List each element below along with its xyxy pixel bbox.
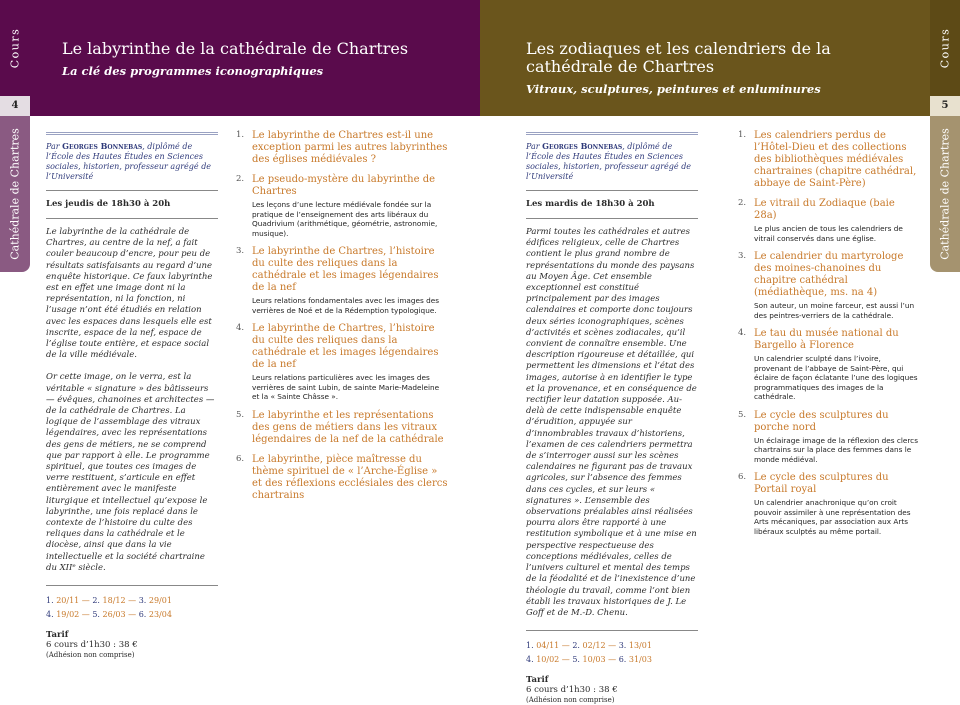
section-tab-label: Cours bbox=[938, 27, 952, 69]
author-credit: Par Georges Bonnebas, diplômé de l’École des Hautes Études en Sciences sociales, historien, professeur agrégé de l’Université bbox=[526, 141, 692, 181]
lecture-number: 5. bbox=[236, 409, 245, 420]
section-tab-label: Cours bbox=[8, 27, 22, 69]
divider bbox=[46, 585, 218, 586]
lecture-item bbox=[236, 130, 448, 166]
lecture-item bbox=[738, 198, 918, 243]
double-rule bbox=[46, 132, 218, 135]
lecture-number: 3. bbox=[738, 251, 747, 261]
title-banner-right bbox=[480, 0, 930, 116]
lecture-description: Un éclairage image de la réflexion des clercs chartrains sur la place des femmes dans le monde médiéval. bbox=[754, 435, 918, 464]
lecture-description: Le plus ancien de tous les calendriers de vitrail conservés dans une église. bbox=[754, 224, 903, 243]
date-row: 1. 20/11 — 2. 18/12 — 3. 29/01 bbox=[46, 596, 172, 606]
lecture-item bbox=[236, 323, 448, 402]
lecture-title: Le cycle des sculptures du Portail royal bbox=[754, 472, 889, 495]
page-subtitle: La clé des programmes iconographiques bbox=[62, 64, 324, 78]
lecture-title: Le labyrinthe de Chartres, l’histoire du culte des reliques dans la cathédrale et les images légendaires de la nef bbox=[252, 246, 439, 293]
lecture-title: Les calendriers perdus de l’Hôtel-Dieu et des collections des bibliothèques médiévales chartraines (chapitre cathédral, abbaye de Saint-Père) bbox=[754, 130, 917, 189]
session-dates bbox=[46, 594, 218, 622]
lecture-title: Le vitrail du Zodiaque (baie 28a) bbox=[754, 198, 895, 221]
lecture-description: Son auteur, un moine farceur, est aussi l’un des peintres-verriers de la cathédrale. bbox=[754, 301, 915, 320]
divider bbox=[46, 218, 218, 219]
chapter-tab-right bbox=[930, 116, 960, 272]
date-row: 1. 04/11 — 2. 02/12 — 3. 13/01 bbox=[526, 641, 652, 651]
divider bbox=[526, 630, 698, 631]
lecture-description: Leurs relations fondamentales avec les images des verrières de Noé et de la Rédemption typologique. bbox=[252, 296, 440, 315]
divider bbox=[526, 190, 698, 191]
lecture-description: Les leçons d’une lecture médiévale fondée sur la pratique de l’enseignement des arts libéraux du Quadrivium (arithmétique, géométrie, astronomie, musique). bbox=[252, 200, 438, 238]
course-description: Le labyrinthe de la cathédrale de Chartres, au centre de la nef, a fait couler beaucoup d’encre, pour peu de résultats satisfaisants au regard d’une enquête historique. Ce faux labyrinthe est en effet une image dont ni la représentation, ni la fonction, ni l’usage n’ont été étudiés en relation avec les espaces dans lesquels elle est inscrite, espace de la nef, espace de l’église toute entière, et espace social de la ville médiévale. Or cette image, on le verra, est la véritable « signature » des bâtisseurs — évêques, chanoines et architectes — de la cathédrale de Chartres. La logique de l’assemblage des vitraux légendaires, avec les représentations des gens de métiers, ne se comprend que par rapport à elle. Le programme spirituel, que toutes ces images de verre restituent, s’articule en effet entièrement avec le manifeste liturgique et intellectuel qu’expose le labyrinthe, une fois replacé dans le contexte de l’histoire du culte des reliques dans la cathédrale et le diocèse, ainsi que dans la vie intellectuelle et la société chartraine du XIIᵉ siècle. bbox=[46, 227, 215, 573]
lecture-description: Leurs relations particulières avec les images des verrières de saint Lubin, de sainte Marie-Madeleine et la « Sainte Châsse ». bbox=[252, 373, 440, 401]
lecture-number: 2. bbox=[738, 198, 747, 208]
divider bbox=[526, 218, 698, 219]
lecture-number: 2. bbox=[236, 174, 245, 184]
lecture-title: Le tau du musée national du Bargello à Florence bbox=[754, 328, 899, 351]
lecture-number: 5. bbox=[738, 409, 747, 420]
price-info: Tarif 6 cours d’1h30 : 38 € (Adhésion non comprise) bbox=[46, 630, 138, 660]
title-banner-left bbox=[30, 0, 480, 116]
lecture-description: Un calendrier sculpté dans l’ivoire, provenant de l’abbaye de Saint-Père, qui éclaire de façon éclatante l’une des logiques programmatiques des images de la cathédrale. bbox=[754, 354, 918, 401]
section-tab-left bbox=[0, 0, 30, 96]
price-info: Tarif 6 cours d’1h30 : 38 € (Adhésion non comprise) bbox=[526, 675, 618, 705]
schedule: Les jeudis de 18h30 à 20h bbox=[46, 199, 171, 209]
lecture-description: Un calendrier anachronique qu’on croit pouvoir assimiler à une représentation des Arts mécaniques, par association aux Arts libéraux sculptés au même portail. bbox=[754, 498, 911, 536]
lecture-title: Le labyrinthe de Chartres, l’histoire du culte des reliques dans la cathédrale et les images légendaires de la nef bbox=[252, 323, 439, 370]
session-dates bbox=[526, 639, 698, 667]
lecture-list-right bbox=[738, 130, 918, 544]
lecture-item bbox=[738, 328, 918, 402]
lecture-item bbox=[236, 454, 448, 502]
divider bbox=[46, 190, 218, 191]
page-title: Les zodiaques et les calendriers de la cathédrale de Chartres bbox=[526, 39, 831, 76]
double-rule bbox=[526, 132, 698, 135]
lecture-title: Le labyrinthe et les représentations des gens de métiers dans les vitraux légendaires de la nef de la cathédrale bbox=[252, 409, 444, 445]
section-tab-right bbox=[930, 0, 960, 96]
lecture-item bbox=[236, 410, 448, 446]
lecture-item bbox=[738, 410, 918, 465]
course-info-right bbox=[526, 132, 698, 705]
lecture-item bbox=[738, 130, 918, 190]
page-subtitle: Vitraux, sculptures, peintures et enluminures bbox=[526, 82, 821, 96]
course-info-left bbox=[46, 132, 218, 660]
lecture-title: Le labyrinthe de Chartres est-il une exception parmi les autres labyrinthes des églises médiévales ? bbox=[252, 130, 448, 165]
lecture-number: 4. bbox=[236, 323, 245, 333]
lecture-item bbox=[738, 251, 918, 320]
lecture-title: Le cycle des sculptures du porche nord bbox=[754, 409, 889, 433]
lecture-title: Le calendrier du martyrologe des moines-chanoines du chapitre cathédral (médiathèque, ms. na 4) bbox=[754, 251, 904, 298]
author-credit: Par Georges Bonnebas, diplômé de l’École des Hautes Études en Sciences sociales, historien, professeur agrégé de l’Université bbox=[46, 141, 212, 181]
schedule: Les mardis de 18h30 à 20h bbox=[526, 199, 655, 209]
date-row: 4. 19/02 — 5. 26/03 — 6. 23/04 bbox=[46, 610, 172, 620]
lecture-list-left bbox=[236, 130, 448, 510]
page-number-left: 4 bbox=[0, 96, 30, 116]
lecture-item bbox=[738, 472, 918, 536]
date-row: 4. 10/02 — 5. 10/03 — 6. 31/03 bbox=[526, 655, 652, 665]
lecture-number: 6. bbox=[236, 453, 245, 464]
lecture-number: 6. bbox=[738, 472, 747, 482]
lecture-title: Le labyrinthe, pièce maîtresse du thème spirituel de « l’Arche-Église » et des réflexions ecclésiales des clercs chartrains bbox=[252, 453, 448, 501]
lecture-number: 1. bbox=[738, 130, 747, 140]
lecture-number: 3. bbox=[236, 246, 245, 256]
lecture-number: 4. bbox=[738, 328, 747, 338]
lecture-item bbox=[236, 246, 448, 315]
chapter-tab-left bbox=[0, 116, 30, 272]
lecture-item bbox=[236, 174, 448, 238]
page-number-right: 5 bbox=[930, 96, 960, 116]
course-description: Parmi toutes les cathédrales et autres édifices religieux, celle de Chartres contient le plus grand nombre de représentations du monde des paysans au Moyen Âge. Cet ensemble exceptionnel est constitué principalement par des images calendaires et comporte donc toujours deux séries iconographiques, scènes d’activités et scènes zodiacales, qu’il convient de connaître ensemble. Une description rigoureuse et détaillée, qui permettent les dimensions et l’état des images, autorise à en identifier le type et la provenance, et en conséquence de rectifier leur datation supposée. Au-delà de cette indispensable enquête d’érudition, appuyée sur d’innombrables travaux d’historiens, l’examen de ces calendriers permettra de s’interroger aussi sur les scènes calendaires ne figurant pas de travaux agricoles, sur l’absence des femmes dans ces cycles, et sur leurs « signatures ». L’ensemble des observations préalables ainsi réalisées pourra alors être rapporté à une restitution symbolique et à une mise en perspective respectueuse des conceptions médiévales, celles de l’univers culturel et mental des temps de la féodalité et de l’inexistence d’une théologie du travail, comme l’ont bien établi les travaux historiques de J. Le Goff et de M.-D. Chenu. bbox=[526, 227, 697, 618]
lecture-number: 1. bbox=[236, 130, 245, 140]
chapter-tab-label: Cathédrale de Chartres bbox=[8, 128, 22, 260]
lecture-title: Le pseudo-mystère du labyrinthe de Chartres bbox=[252, 174, 436, 197]
page-title: Le labyrinthe de la cathédrale de Chartres bbox=[62, 39, 409, 58]
chapter-tab-label: Cathédrale de Chartres bbox=[938, 128, 952, 260]
